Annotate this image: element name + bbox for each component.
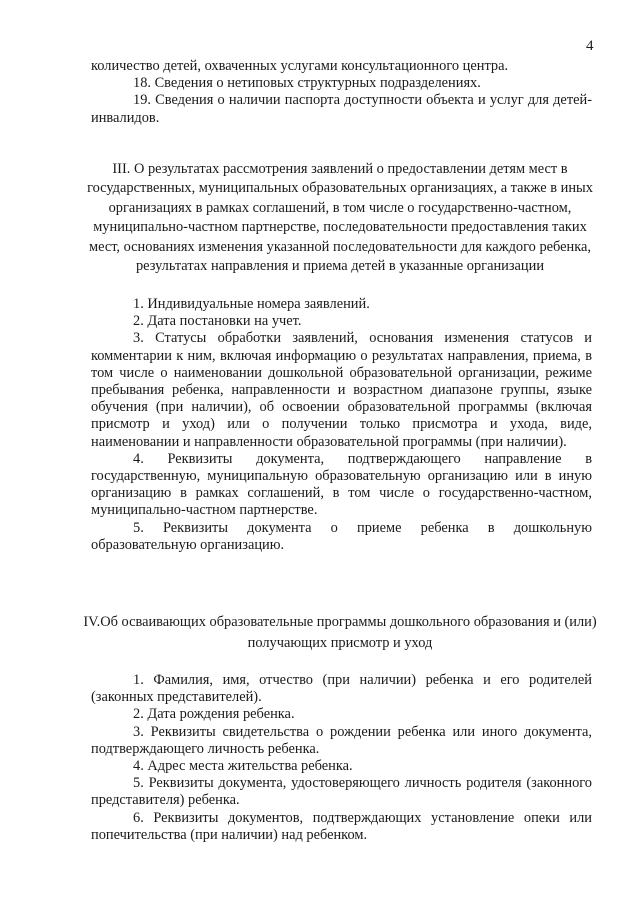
- section-3-item-2: 2. Дата постановки на учет.: [133, 313, 302, 330]
- section-3-item-1: 1. Индивидуальные номера заявлений.: [133, 296, 370, 312]
- section-4-item-3: 3. Реквизиты свидетельства о рождении ребенка или иного документа, подтверждающего личность ребенка.: [91, 723, 592, 757]
- section-3-list: [91, 296, 592, 554]
- section-4-item-6: 6. Реквизиты документов, подтверждающих установление опеки или попечительства (при наличии) над ребенком.: [91, 809, 592, 843]
- section-4-item-1: 1. Фамилия, имя, отчество (при наличии) ребенка и его родителей (законных представителей).: [91, 672, 592, 706]
- section-4-item-2: 2. Дата рождения ребенка.: [133, 706, 295, 723]
- list-item-19: 19. Сведения о наличии паспорта доступности объекта и услуг для детей-инвалидов.: [91, 92, 592, 126]
- section-3-item-3: 3. Статусы обработки заявлений, основания изменения статусов и комментарии к ним, включая информацию о результатах направления, приема, в том числе о наименовании дошкольной образовательной организации, режиме пребывания ребенка, направленности и возрастном диапазоне группы, языке обучения (при наличии), об освоении образовательной программы (включая присмотр и уход) или о получении только присмотра и ухода, виде, наименовании и направленности образовательной программы (при наличии).: [91, 330, 592, 450]
- top-paragraphs: [91, 58, 592, 127]
- section-3-item-4: 4. Реквизиты документа, подтверждающего направление в государственную, муниципальную образовательную организацию или в иную организацию в рамках соглашений, в том числе о государственно-частном, муниципально-частном партнерстве.: [91, 450, 592, 519]
- page-number: 4: [586, 38, 594, 54]
- section-4-item-4: 4. Адрес места жительства ребенка.: [133, 758, 353, 775]
- section-4-list: [91, 672, 592, 844]
- list-item-18: 18. Сведения о нетиповых структурных подразделениях.: [133, 75, 481, 92]
- continuation-paragraph: количество детей, охваченных услугами консультационного центра.: [91, 58, 509, 74]
- section-3-heading: III. О результатах рассмотрения заявлений о предоставлении детям мест в государственных, муниципальных образовательных организациях, а также в иных организациях в рамках соглашений, в том числе о государственно-частном, муниципально-частном партнерстве, последовательности предоставления таких мест, основаниях изменения указанной последовательности для каждого ребенка, результатах направления и приема детей в указанные организации: [87, 161, 593, 275]
- section-3-item-5: 5. Реквизиты документа о приеме ребенка в дошкольную образовательную организацию.: [91, 519, 592, 553]
- section-4-heading: IV.Об осваивающих образовательные программы дошкольного образования и (или) получающих присмотр и уход: [83, 614, 597, 651]
- section-4-item-5: 5. Реквизиты документа, удостоверяющего личность родителя (законного представителя) ребенка.: [91, 775, 592, 809]
